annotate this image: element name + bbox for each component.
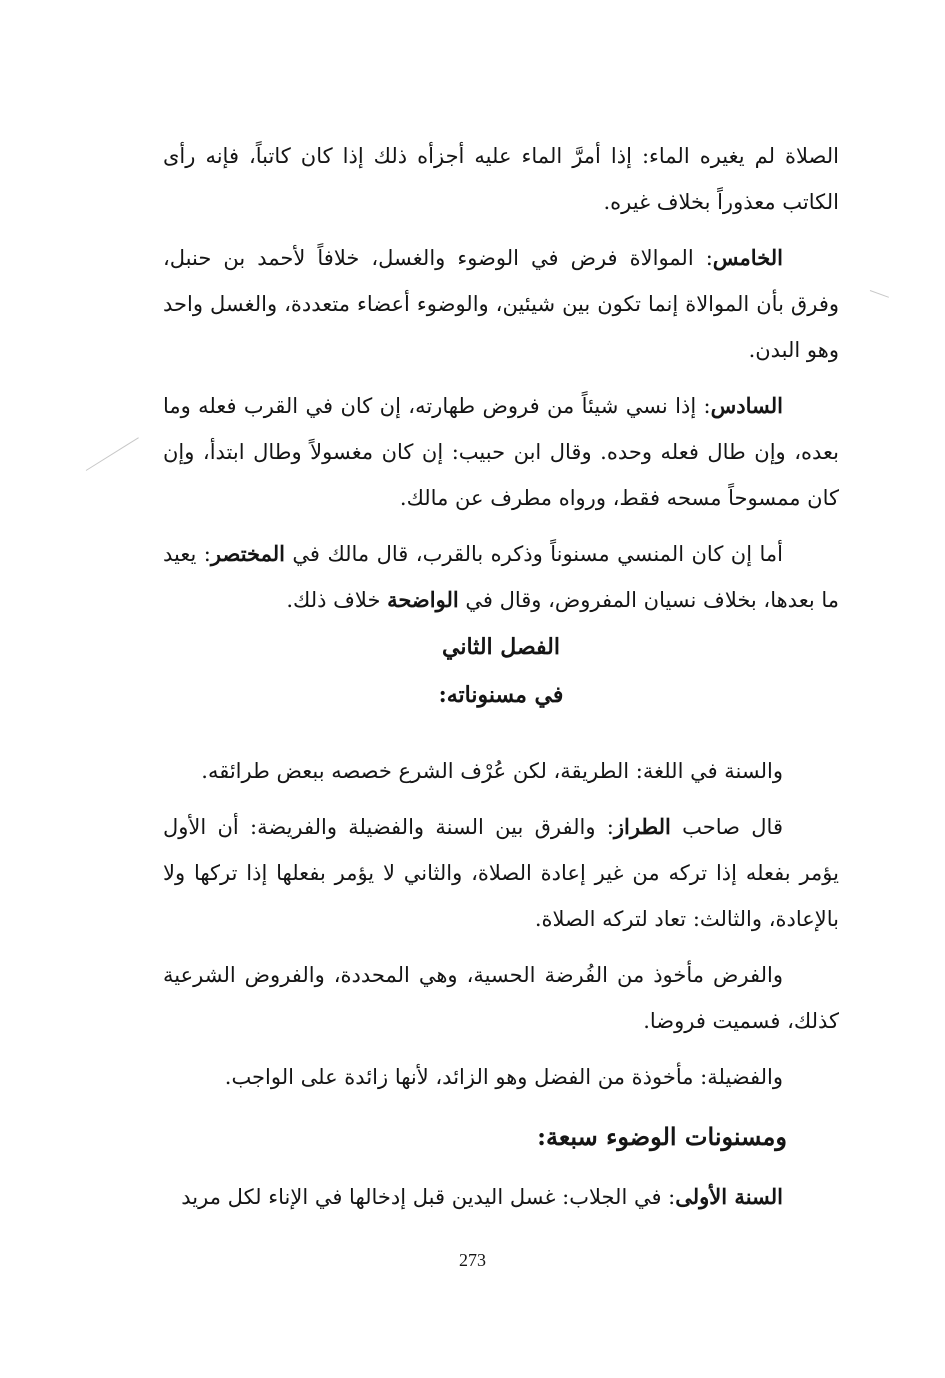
paragraph-8-text: والفضيلة: مأخوذة من الفضل وهو الزائد، لأنها زائدة على الواجب. — [224, 1065, 783, 1089]
paragraph-2-term: الخامس — [712, 245, 783, 270]
paragraph-4 — [163, 531, 839, 623]
chapter-title: الفصل الثاني — [442, 634, 560, 660]
paragraph-8 — [163, 1054, 839, 1100]
paragraph-1-text: الصلاة لم يغيره الماء: إذا أمرَّ الماء عليه أجزأه ذلك إذا كان كاتباً، فإنه رأى الكاتب معذوراً بخلاف غيره. — [163, 144, 839, 214]
paragraph-4-part3: خلاف ذلك. — [286, 588, 388, 612]
paragraph-3-text: : إذا نسي شيئاً من فروض طهارته، إن كان في القرب فعله وما بعده، وإن طال فعله وحده. وقال ابن حبيب: إن كان مغسولاً وطال ابتدأ، وإن كان ممسوحاً مسحه فقط، ورواه مطرف عن مالك. — [163, 394, 839, 510]
paragraph-9 — [163, 1174, 839, 1220]
paragraph-1 — [163, 133, 839, 225]
paragraph-9-term: السنة الأولى — [675, 1184, 783, 1209]
paragraph-6-part2: : والفرق بين السنة والفضيلة والفريضة: أن الأول يؤمر بفعله إذا تركه من غير إعادة الصلاة، والثاني لا يؤمر بفعلها إذا تركها ولا بالإعادة، والثالث: تعاد لتركه الصلاة. — [163, 815, 839, 931]
paragraph-5 — [163, 748, 839, 794]
paragraph-2 — [163, 235, 839, 373]
text-block-top — [163, 133, 839, 633]
text-block-middle — [163, 748, 839, 1110]
paragraph-6 — [163, 804, 839, 942]
paragraph-6-term: الطراز — [613, 814, 671, 839]
paragraph-9-text: : في الجلاب: غسل اليدين قبل إدخالها في الإناء لكل مريد — [181, 1185, 676, 1209]
paragraph-3-term: السادس — [710, 393, 783, 418]
paragraph-5-text: والسنة في اللغة: الطريقة، لكن عُرْف الشرع خصصه ببعض طرائقه. — [201, 759, 783, 783]
paragraph-4-term1: المختصر — [210, 541, 285, 566]
paragraph-4-part2: : يعيد ما بعدها، بخلاف نسيان المفروض، وقال في — [163, 542, 839, 612]
paragraph-4-term2: الواضحة — [387, 587, 459, 612]
paragraph-3 — [163, 383, 839, 521]
paragraph-2-text: : الموالاة فرض في الوضوء والغسل، خلافاً لأحمد بن حنبل، وفرق بأن الموالاة إنما تكون بين شيئين، والوضوء أعضاء متعددة، والغسل واحد وهو البدن. — [163, 246, 839, 362]
page-number: 273 — [459, 1250, 486, 1270]
section-title: ومسنونات الوضوء سبعة: — [537, 1122, 787, 1151]
paragraph-7-text: والفرض مأخوذ من الفُرضة الحسية، وهي المحددة، والفروض الشرعية كذلك، فسميت فروضا. — [163, 963, 839, 1033]
paragraph-7 — [163, 952, 839, 1044]
scan-mark-right — [870, 290, 889, 298]
scan-mark-left — [86, 437, 139, 471]
paragraph-4-part1: أما إن كان المنسي مسنوناً وذكره بالقرب، قال مالك في — [284, 542, 783, 566]
chapter-subtitle: في مسنوناته: — [438, 682, 564, 708]
paragraph-6-part1: قال صاحب — [670, 815, 783, 839]
text-block-bottom — [163, 1174, 839, 1230]
